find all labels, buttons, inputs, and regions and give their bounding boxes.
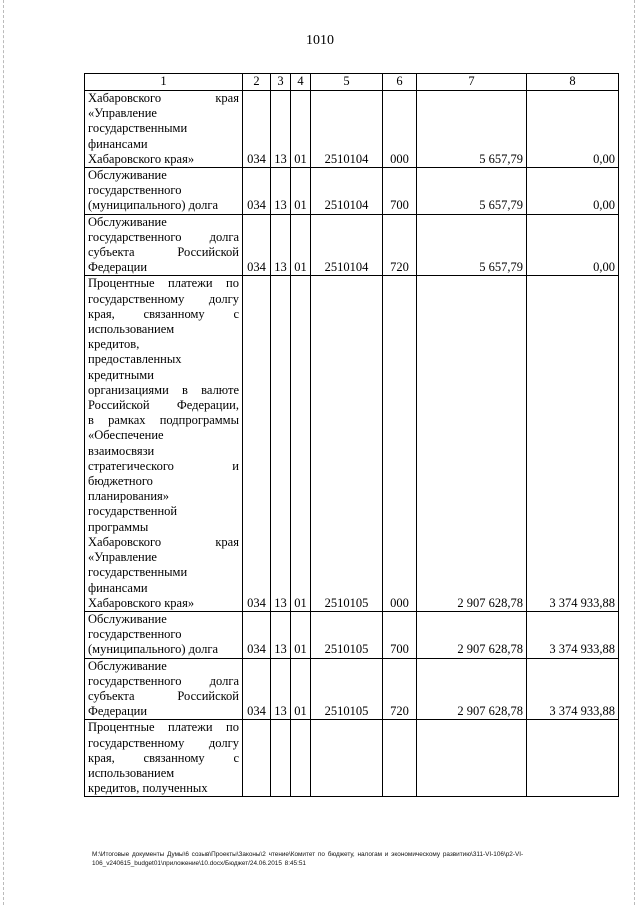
row-amount-2 <box>527 720 619 797</box>
row-name <box>85 214 243 276</box>
row-name <box>85 168 243 215</box>
row-name-line: стратегического и <box>88 458 239 473</box>
row-amount-1: 5 657,79 <box>417 214 527 276</box>
footer-file-path: M:\Итоговые документы Думы\6 созыв\Проекты\Законы\2 чтение\Комитет по бюджету, налогам и экономическому развитию\311-VI-106\р2-VI-106_v240615_budget01\приложение\10.docx/Бюджет/24.06.2015 8:45:51 <box>92 851 524 867</box>
row-amount-1: 5 657,79 <box>417 168 527 215</box>
row-section-code: 13 <box>271 611 291 658</box>
row-name <box>85 91 243 168</box>
row-expense-type-code: 720 <box>383 214 417 276</box>
row-name-line: Федерации <box>88 704 148 719</box>
row-ved-code: 034 <box>243 611 271 658</box>
table-row <box>85 720 619 797</box>
row-subsection-code: 01 <box>291 276 311 611</box>
row-name-line: государственными <box>88 565 188 580</box>
row-name-line: государственного долга <box>88 229 239 244</box>
row-ved-code: 034 <box>243 658 271 720</box>
row-ved-code: 034 <box>243 91 271 168</box>
row-subsection-code <box>291 720 311 797</box>
table-row <box>85 91 619 168</box>
header-cell-4: 4 <box>291 74 311 91</box>
row-ved-code <box>243 720 271 797</box>
row-amount-2: 3 374 933,88 <box>527 276 619 611</box>
row-name-line: Хабаровского края» <box>88 151 195 166</box>
header-cell-5: 5 <box>311 74 383 91</box>
row-name <box>85 276 243 611</box>
row-amount-2: 0,00 <box>527 214 619 276</box>
row-expense-type-code: 700 <box>383 168 417 215</box>
row-target-code: 2510104 <box>311 214 383 276</box>
row-name-line: кредитов, <box>88 337 140 352</box>
row-name-line: «Управление <box>88 106 157 121</box>
header-cell-3: 3 <box>271 74 291 91</box>
row-section-code: 13 <box>271 91 291 168</box>
row-name-line: Обслуживание <box>88 214 167 229</box>
row-name-line: государственного долга <box>88 673 239 688</box>
table-row <box>85 611 619 658</box>
row-name <box>85 658 243 720</box>
row-name-line: «Обеспечение <box>88 428 164 443</box>
table-row <box>85 168 619 215</box>
row-name-line: (муниципального) долга <box>88 198 219 213</box>
header-cell-2: 2 <box>243 74 271 91</box>
row-name-line: предоставленных <box>88 352 182 367</box>
row-name-line: «Управление <box>88 550 157 565</box>
row-amount-2: 3 374 933,88 <box>527 611 619 658</box>
row-name-line: края, связанному с <box>88 306 239 321</box>
row-name-line: финансами <box>88 580 148 595</box>
row-name-line: государственному долгу <box>88 291 239 306</box>
row-name-line: Хабаровского края <box>88 91 239 105</box>
row-name-line: использованием <box>88 322 175 337</box>
row-subsection-code: 01 <box>291 168 311 215</box>
row-name-line: Федерации <box>88 260 148 275</box>
row-amount-2: 0,00 <box>527 168 619 215</box>
row-ved-code: 034 <box>243 214 271 276</box>
row-name-line: использованием <box>88 765 175 780</box>
row-name-line: организациями в валюте <box>88 382 239 397</box>
row-name-line: государственной <box>88 504 178 519</box>
row-name-line: Процентные платежи по <box>88 276 239 291</box>
row-target-code: 2510104 <box>311 168 383 215</box>
table-body <box>85 91 619 797</box>
row-name-line: Обслуживание <box>88 611 167 626</box>
row-name-line: кредитными <box>88 367 154 382</box>
table-row <box>85 658 619 720</box>
header-row <box>85 74 619 91</box>
row-name <box>85 720 243 797</box>
row-amount-1: 2 907 628,78 <box>417 658 527 720</box>
header-cell-7: 7 <box>417 74 527 91</box>
row-name-line: государственного <box>88 627 182 642</box>
row-expense-type-code <box>383 720 417 797</box>
row-name-line: Процентные платежи по <box>88 720 239 735</box>
row-name-line: края, связанному с <box>88 750 239 765</box>
budget-table <box>84 73 619 797</box>
header-cell-8: 8 <box>527 74 619 91</box>
row-target-code: 2510105 <box>311 658 383 720</box>
row-section-code: 13 <box>271 658 291 720</box>
row-name-line: субъекта Российской <box>88 245 239 260</box>
row-amount-2: 0,00 <box>527 91 619 168</box>
row-target-code: 2510104 <box>311 91 383 168</box>
row-name-line: государственными <box>88 121 188 136</box>
row-name-line: Обслуживание <box>88 168 167 183</box>
row-name-line: планирования» <box>88 489 170 504</box>
row-name-line: программы <box>88 519 149 534</box>
table-row <box>85 276 619 611</box>
row-target-code: 2510105 <box>311 276 383 611</box>
row-name-line: Российской Федерации, <box>88 398 239 413</box>
row-name-line: Обслуживание <box>88 658 167 673</box>
row-name-line: бюджетного <box>88 474 153 489</box>
row-name <box>85 611 243 658</box>
row-subsection-code: 01 <box>291 658 311 720</box>
row-target-code <box>311 720 383 797</box>
header-cell-6: 6 <box>383 74 417 91</box>
row-name-line: взаимосвязи <box>88 443 155 458</box>
row-ved-code: 034 <box>243 168 271 215</box>
row-name-line: Хабаровского края <box>88 534 239 549</box>
row-expense-type-code: 720 <box>383 658 417 720</box>
row-name-line: государственному долгу <box>88 735 239 750</box>
row-expense-type-code: 000 <box>383 276 417 611</box>
row-name-line: Хабаровского края» <box>88 595 195 610</box>
page-number: 1010 <box>306 33 334 48</box>
row-expense-type-code: 000 <box>383 91 417 168</box>
row-amount-2: 3 374 933,88 <box>527 658 619 720</box>
row-name-line: кредитов, полученных <box>88 781 208 796</box>
scan-edge-right <box>634 0 636 905</box>
scan-edge-left <box>3 0 5 905</box>
row-section-code: 13 <box>271 276 291 611</box>
row-amount-1 <box>417 720 527 797</box>
row-target-code: 2510105 <box>311 611 383 658</box>
row-amount-1: 2 907 628,78 <box>417 611 527 658</box>
row-ved-code: 034 <box>243 276 271 611</box>
row-name-line: в рамках подпрограммы <box>88 413 239 428</box>
row-subsection-code: 01 <box>291 91 311 168</box>
row-name-line: государственного <box>88 183 182 198</box>
row-subsection-code: 01 <box>291 611 311 658</box>
header-cell-1: 1 <box>85 74 243 91</box>
row-amount-1: 2 907 628,78 <box>417 276 527 611</box>
row-name-line: субъекта Российской <box>88 688 239 703</box>
row-section-code <box>271 720 291 797</box>
row-section-code: 13 <box>271 168 291 215</box>
row-name-line: (муниципального) долга <box>88 642 219 657</box>
table-row <box>85 214 619 276</box>
row-expense-type-code: 700 <box>383 611 417 658</box>
row-section-code: 13 <box>271 214 291 276</box>
row-subsection-code: 01 <box>291 214 311 276</box>
row-name-line: финансами <box>88 136 148 151</box>
row-amount-1: 5 657,79 <box>417 91 527 168</box>
